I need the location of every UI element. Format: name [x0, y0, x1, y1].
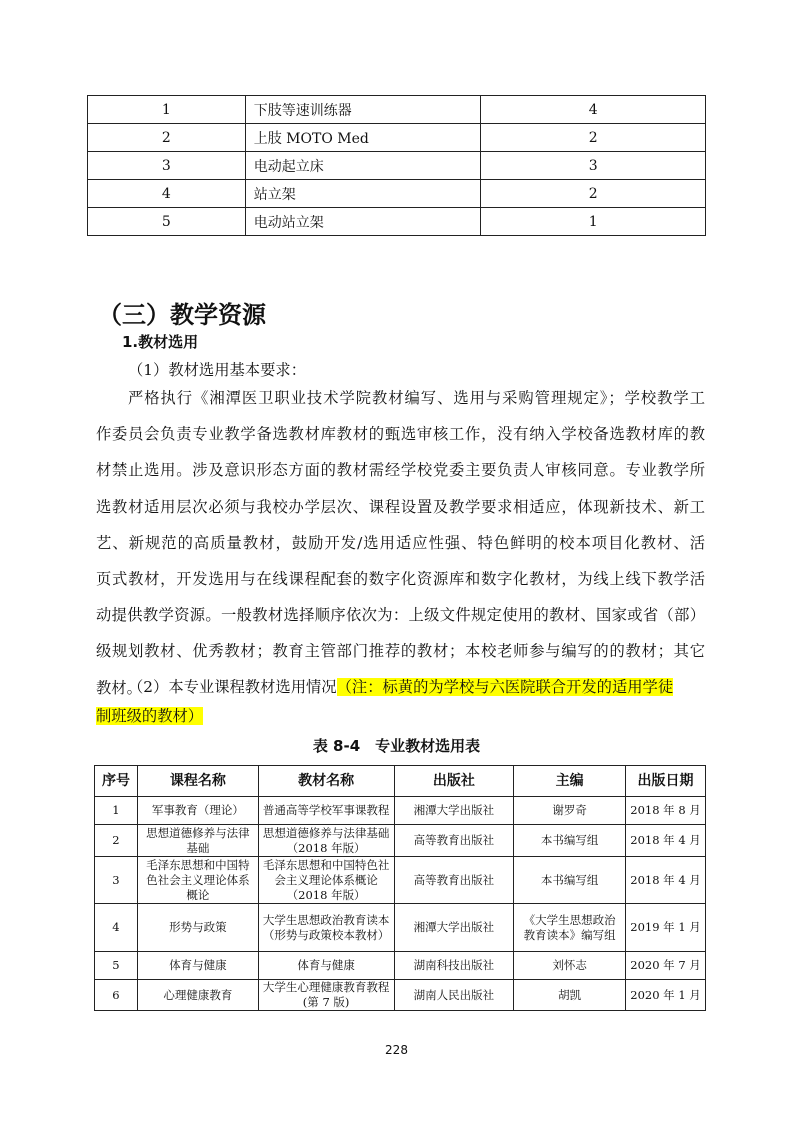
- table-cell: 5: [88, 208, 246, 236]
- table-cell: 站立架: [245, 180, 481, 208]
- paragraph-line: 教材。: [96, 678, 142, 697]
- table-cell: 2: [481, 180, 706, 208]
- item2-line: [128, 675, 705, 697]
- paragraph-line: 页式教材，开发选用与在线课程配套的数字化资源库和数字化教材，为线上线下教学活: [96, 570, 705, 588]
- paragraph-line: 作委员会负责专业教学备选教材库教材的甄选审核工作，没有纳入学校备选教材库的教: [96, 425, 705, 444]
- table-cell: 体育与健康: [258, 952, 394, 980]
- table-cell: 电动起立床: [245, 152, 481, 180]
- table-cell: 高等教育出版社: [394, 825, 514, 857]
- table-cell: 2020 年 1 月: [626, 980, 706, 1011]
- table-row: [95, 904, 706, 952]
- column-header: 序号: [95, 766, 138, 797]
- highlight-note: （注：标黄的为学校与六医院联合开发的适用学徒: [336, 678, 674, 696]
- table-cell: 1: [88, 96, 246, 124]
- table-row: [95, 825, 706, 857]
- table-cell: 普通高等学校军事课教程: [258, 797, 394, 825]
- table-cell: 2018 年 4 月: [626, 857, 706, 904]
- column-header: 教材名称: [258, 766, 394, 797]
- table-cell: 2019 年 1 月: [626, 904, 706, 952]
- column-header: 出版社: [394, 766, 514, 797]
- table-cell: 3: [95, 857, 138, 904]
- paragraph-line: 选教材适用层次必须与我校办学层次、课程设置及教学要求相适应，体现新技术、新工: [96, 497, 705, 516]
- table-row: [88, 124, 706, 152]
- table-cell: 下肢等速训练器: [245, 96, 481, 124]
- table-cell: 湖南科技出版社: [394, 952, 514, 980]
- table-row: [95, 952, 706, 980]
- paragraph-line: 级规划教材、优秀教材；教育主管部门推荐的教材；本校老师参与编写的的教材；其它: [96, 642, 705, 661]
- table-cell: 毛泽东思想和中国特色社会主义理论体系概论（2018 年版）: [258, 857, 394, 904]
- table-cell: 思想道德修养与法律基础: [137, 825, 258, 857]
- item2-text: （2）本专业课程教材选用情况: [128, 678, 337, 696]
- table-cell: 大学生思想政治教育读本（形势与政策校本教材）: [258, 904, 394, 952]
- table-cell: 刘怀志: [514, 952, 626, 980]
- paragraph-line: 严格执行《湘潭医卫职业技术学院教材编写、选用与采购管理规定》；学校教学工: [128, 389, 705, 407]
- table-cell: 4: [88, 180, 246, 208]
- paragraph-line: 材禁止选用。涉及意识形态方面的教材需经学校党委主要负责人审核同意。专业教学所: [96, 461, 705, 480]
- table-cell: 4: [95, 904, 138, 952]
- table-row: [88, 180, 706, 208]
- table-cell: 2020 年 7 月: [626, 952, 706, 980]
- section-title: （三）教学资源: [98, 301, 266, 329]
- table-cell: 4: [481, 96, 706, 124]
- table-row: [95, 797, 706, 825]
- equipment-table: [87, 95, 706, 236]
- table-cell: 谢罗奇: [514, 797, 626, 825]
- table-cell: 3: [88, 152, 246, 180]
- requirement-title: （1）教材选用基本要求：: [128, 361, 306, 379]
- table-cell: 电动站立架: [245, 208, 481, 236]
- table-cell: 6: [95, 980, 138, 1011]
- table-cell: 3: [481, 152, 706, 180]
- table-cell: 本书编写组: [514, 825, 626, 857]
- item2-line-2: [96, 704, 705, 726]
- page-number: 228: [385, 1043, 408, 1057]
- table-cell: 毛泽东思想和中国特色社会主义理论体系概论: [137, 857, 258, 904]
- subsection-title: 1.教材选用: [122, 333, 199, 351]
- table-cell: 形势与政策: [137, 904, 258, 952]
- table-cell: 2: [481, 124, 706, 152]
- column-header: 主编: [514, 766, 626, 797]
- paragraph-line: 动提供教学资源。一般教材选择顺序依次为：上级文件规定使用的教材、国家或省（部）: [96, 606, 705, 625]
- table-cell: 高等教育出版社: [394, 857, 514, 904]
- textbook-table: [94, 765, 706, 1011]
- table-cell: 2: [88, 124, 246, 152]
- table-cell: 上肢 MOTO Med: [245, 124, 481, 152]
- table-cell: 湘潭大学出版社: [394, 797, 514, 825]
- table-cell: 大学生心理健康教育教程(第 7 版): [258, 980, 394, 1011]
- table-cell: 湘潭大学出版社: [394, 904, 514, 952]
- table-cell: 1: [95, 797, 138, 825]
- table-cell: 思想道德修养与法律基础（2018 年版）: [258, 825, 394, 857]
- table-row: [95, 980, 706, 1011]
- column-header: 出版日期: [626, 766, 706, 797]
- table-cell: 《大学生思想政治教育读本》编写组: [514, 904, 626, 952]
- table-cell: 心理健康教育: [137, 980, 258, 1011]
- table-row: [88, 152, 706, 180]
- table-row: [95, 857, 706, 904]
- table-cell: 5: [95, 952, 138, 980]
- paragraph-line: 艺、新规范的高质量教材，鼓励开发/选用适应性强、特色鲜明的校本项目化教材、活: [96, 533, 705, 552]
- table-cell: 2018 年 4 月: [626, 825, 706, 857]
- column-header: 课程名称: [137, 766, 258, 797]
- table-row: [88, 208, 706, 236]
- table-cell: 1: [481, 208, 706, 236]
- table-caption: 表 8-4 专业教材选用表: [312, 737, 481, 755]
- highlight-note-cont: 制班级的教材）: [96, 707, 204, 725]
- table-cell: 胡凯: [514, 980, 626, 1011]
- table-cell: 2018 年 8 月: [626, 797, 706, 825]
- table-cell: 本书编写组: [514, 857, 626, 904]
- table-cell: 2: [95, 825, 138, 857]
- table-cell: 湖南人民出版社: [394, 980, 514, 1011]
- table-row: [88, 96, 706, 124]
- table-cell: 体育与健康: [137, 952, 258, 980]
- table-cell: 军事教育（理论）: [137, 797, 258, 825]
